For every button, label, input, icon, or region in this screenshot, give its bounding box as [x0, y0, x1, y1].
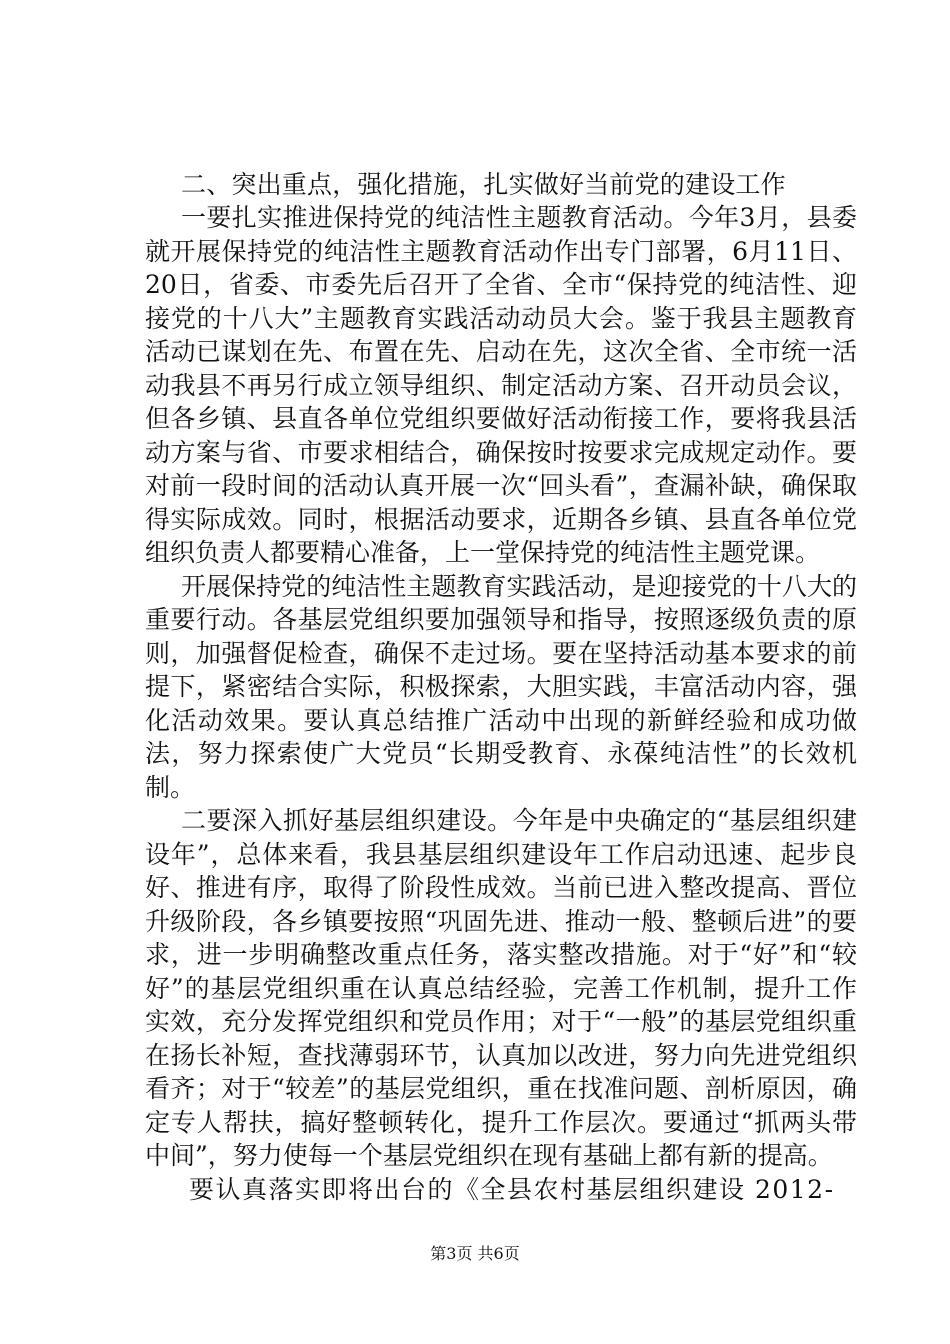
page-footer: 第3页 共6页: [430, 1244, 520, 1263]
paragraph-1: 一要扎实推进保持党的纯洁性主题教育活动。今年3月，县委就开展保持党的纯洁性主题教育活动作出专门部署，6月11日、20日，省委、市委先后召开了全省、全市“保持党的纯洁性、迎接党的十八大”主题教育实践活动动员大会。鉴于我县主题教育活动已谋划在先、布置在先、启动在先，这次全省、全市统一活动我县不再另行成立领导组织、制定活动方案、召开动员会议，但各乡镇、县直各单位党组织要做好活动衔接工作，要将我县活动方案与省、市要求相结合，确保按时按要求完成规定动作。要对前一段时间的活动认真开展一次“回头看”，查漏补缺，确保取得实际成效。同时，根据活动要求，近期各乡镇、县直各单位党组织负责人都要精心准备，上一堂保持党的纯洁性主题党课。: [145, 203, 857, 567]
paragraph-4-partial: 要认真落实即将出台的《全县农村基层组织建设 2012-: [189, 1174, 835, 1204]
paragraph-2: 开展保持党的纯洁性主题教育实践活动，是迎接党的十八大的重要行动。各基层党组织要加强领导和指导，按照逐级负责的原则，加强督促检查，确保不走过场。要在坚持活动基本要求的前提下，紧密结合实际，积极探索，大胆实践，丰富活动内容，强化活动效果。要认真总结推广活动中出现的新鲜经验和成功做法，努力探索使广大党员“长期受教育、永葆纯洁性”的长效机制。: [145, 571, 857, 802]
paragraph-3: 二要深入抓好基层组织建设。今年是中央确定的“基层组织建设年”，总体来看，我县基层组织建设年工作启动迅速、起步良好、推进有序，取得了阶段性成效。当前已进入整改提高、晋位升级阶段，各乡镇要按照“巩固先进、推动一般、整顿后进”的要求，进一步明确整改重点任务，落实整改措施。对于“好”和“较好”的基层党组织重在认真总结经验，完善工作机制，提升工作实效，充分发挥党组织和党员作用；对于“一般”的基层党组织重在扬长补短，查找薄弱环节，认真加以改进，努力向先进党组织看齐；对于“较差”的基层党组织，重在找准问题、剖析原因，确定专人帮扶，搞好整顿转化，提升工作层次。要通过“抓两头带中间”，努力使每一个基层党组织在现有基础上都有新的提高。: [145, 806, 857, 1170]
document-body: [145, 168, 857, 1206]
section-heading: 二、突出重点，强化措施，扎实做好当前党的建设工作: [181, 170, 786, 199]
